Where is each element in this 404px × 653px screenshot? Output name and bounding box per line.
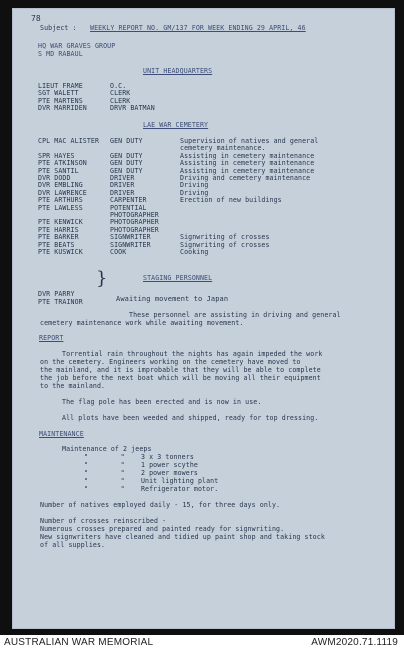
closing-line-2: Numerous crosses prepared and painted ready for signwriting.	[40, 525, 285, 533]
maintenance-line-4: " " 2 power mowers	[84, 469, 198, 477]
lae-cemetery-name: PTE BARKER	[38, 233, 79, 242]
unit-hq-role: CLERK	[110, 89, 131, 98]
lae-cemetery-name: PTE LAWLESS	[38, 203, 83, 212]
lae-cemetery-role: GEN DUTY	[110, 137, 143, 145]
lae-cemetery-name: PTE KUSWICK	[38, 248, 83, 256]
lae-cemetery-heading: LAE WAR CEMETERY	[143, 121, 209, 129]
header-line-2: S MD RABAUL	[38, 50, 83, 58]
lae-cemetery-name: PTE HARRIS	[38, 225, 79, 234]
lae-cemetery-name: CPL MAC ALISTER	[38, 137, 100, 145]
lae-cemetery-role: POTENTIAL	[110, 203, 147, 212]
maintenance-line-5: " " Unit lighting plant	[84, 477, 219, 485]
lae-cemetery-name: DVR LAWRENCE	[38, 188, 87, 197]
staging-note: Awaiting movement to Japan	[116, 295, 229, 303]
maintenance-line-3: " " 1 power scythe	[84, 461, 198, 469]
unit-hq-name: PTE MARTENS	[38, 96, 83, 105]
lae-cemetery-role: PHOTOGRAPHER	[110, 225, 159, 234]
lae-cemetery-role: COOK	[110, 248, 127, 256]
subject-label: Subject :	[40, 24, 77, 32]
lae-cemetery-desc: Cooking	[180, 248, 209, 256]
header-line-1: HQ WAR GRAVES GROUP	[38, 42, 116, 50]
lae-cemetery-desc: Assisting in cemetery maintenance	[180, 151, 315, 160]
report-para3: All plots have been weeded and shipped, ready for top dressing.	[62, 414, 319, 422]
unit-hq-name: LIEUT FRAME	[38, 82, 83, 90]
lae-cemetery-role: CARPENTER	[110, 196, 147, 205]
report-para1-line4: the job before the next boat which will be moving all their equipment	[40, 374, 321, 382]
lae-cemetery-desc: cemetery maintenance.	[180, 144, 266, 153]
report-para1-line3: the mainland, and it is improbable that they will be able to complete	[40, 366, 321, 374]
lae-cemetery-name: PTE ARTHURS	[38, 196, 83, 205]
brace-mark: }	[96, 268, 108, 289]
lae-cemetery-role: DRIVER	[110, 188, 135, 197]
lae-cemetery-name: PTE BEATS	[38, 240, 75, 249]
lae-cemetery-name: DVR EMBLING	[38, 181, 83, 190]
closing-line-3: New signwriters have cleaned and tidied up paint shop and taking stock	[40, 533, 325, 541]
maintenance-line-6: " " Refrigerator motor.	[84, 485, 219, 493]
lae-cemetery-name: SPR HAYES	[38, 151, 75, 160]
lae-cemetery-role: SIGNWRITER	[110, 240, 151, 249]
unit-hq-role: O.C.	[110, 82, 127, 90]
closing-line-1: Number of crosses reinscribed -	[40, 517, 167, 525]
report-para1-line2: on the cemetery. Engineers working on the cemetery have moved to	[40, 358, 301, 366]
unit-hq-name: SGT WALETT	[38, 89, 79, 98]
lae-cemetery-desc: Driving	[180, 181, 209, 190]
lae-cemetery-desc: Signwriting of crosses	[180, 233, 270, 242]
lae-cemetery-desc: Signwriting of crosses	[180, 240, 270, 249]
staging-para-1: These personnel are assisting in driving and general	[129, 311, 341, 319]
lae-cemetery-name: PTE ATKINSON	[38, 159, 87, 168]
lae-cemetery-role: PHOTOGRAPHER	[110, 218, 159, 227]
lae-cemetery-name: DVR DODD	[38, 174, 71, 182]
report-para1-line1: Torrential rain throughout the nights has again impeded the work	[62, 350, 323, 358]
unit-hq-heading: UNIT HEADQUARTERS	[143, 67, 213, 75]
lae-cemetery-role: SIGNWRITER	[110, 233, 151, 242]
report-para2: The flag pole has been erected and is now in use.	[62, 398, 262, 406]
report-heading: REPORT	[39, 334, 64, 342]
unit-hq-name: DVR MARRIDEN	[38, 104, 87, 113]
corner-mark: 78	[31, 14, 41, 23]
unit-hq-role: CLERK	[110, 96, 131, 105]
lae-cemetery-desc: Supervision of natives and general	[180, 137, 319, 145]
maintenance-heading: MAINTENANCE	[39, 430, 84, 438]
lae-cemetery-role: DRIVER	[110, 174, 135, 182]
closing-line-4: of all supplies.	[40, 541, 106, 549]
lae-cemetery-desc: Driving and cemetery maintenance	[180, 174, 311, 182]
lae-cemetery-desc: Assisting in cemetery maintenance	[180, 166, 315, 175]
lae-cemetery-desc: Erection of new buildings	[180, 196, 282, 205]
staging-name-2: PTE TRAINOR	[38, 298, 83, 306]
lae-cemetery-role: GEN DUTY	[110, 159, 143, 168]
natives-employed: Number of natives employed daily - 15, for three days only.	[40, 501, 281, 509]
footer-accession: AWM2020.71.1119	[311, 637, 398, 648]
unit-hq-role: DRVR BATMAN	[110, 104, 155, 113]
lae-cemetery-desc: Driving	[180, 188, 209, 197]
lae-cemetery-name: PTE SANTIL	[38, 166, 79, 175]
maintenance-line-1: Maintenance of 2 jeeps	[62, 445, 152, 453]
footer-bar	[0, 635, 404, 653]
staging-name-1: DVR PARRY	[38, 290, 75, 298]
report-para1-line5: to the mainland.	[40, 382, 106, 390]
lae-cemetery-role: PHOTOGRAPHER	[110, 211, 159, 219]
lae-cemetery-role: GEN DUTY	[110, 151, 143, 160]
staging-para-2: cemetery maintenance work while awaiting movement.	[40, 319, 244, 327]
subject-text: WEEKLY REPORT NO. GM/137 FOR WEEK ENDING 29 APRIL, 46	[90, 24, 306, 32]
lae-cemetery-desc: Assisting in cemetery maintenance	[180, 159, 315, 168]
staging-heading: STAGING PERSONNEL	[143, 274, 213, 282]
lae-cemetery-role: DRIVER	[110, 181, 135, 190]
document-page	[12, 8, 395, 629]
lae-cemetery-name: PTE KENWICK	[38, 218, 83, 227]
footer-source: AUSTRALIAN WAR MEMORIAL	[4, 637, 154, 648]
lae-cemetery-role: GEN DUTY	[110, 166, 143, 175]
maintenance-line-2: " " 3 x 3 tonners	[84, 453, 194, 461]
